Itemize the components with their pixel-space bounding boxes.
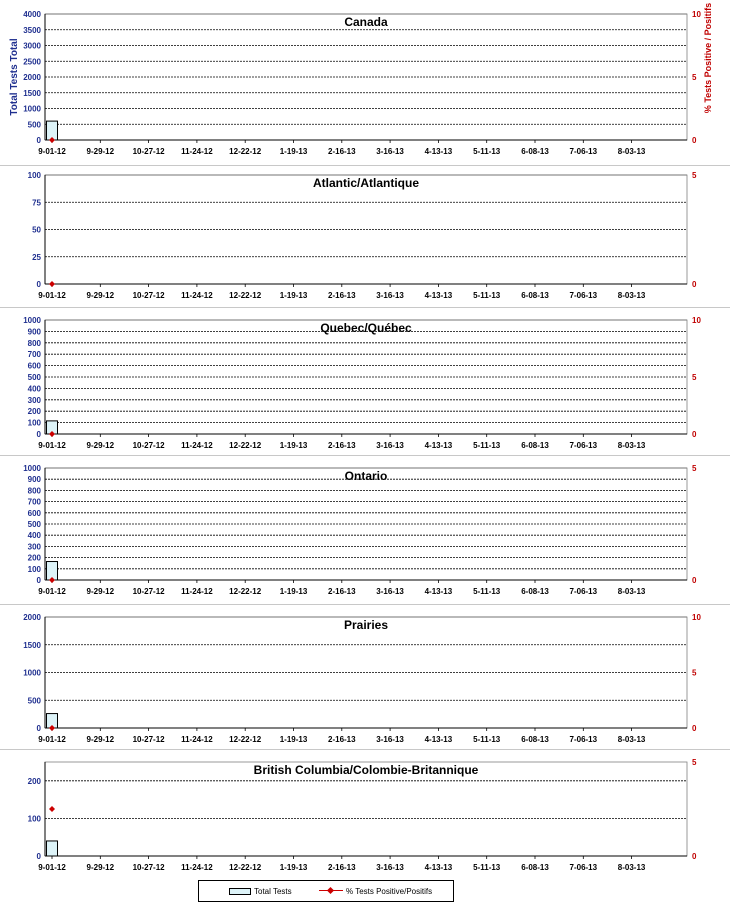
y2-tick-label: 5: [692, 464, 697, 473]
x-tick-label: 2-16-13: [328, 735, 356, 744]
y2-tick-label: 0: [692, 136, 697, 145]
legend-positive-label: % Tests Positive/Positifs: [346, 886, 433, 896]
y-tick-label: 400: [27, 384, 41, 394]
x-tick-label: 10-27-12: [132, 863, 165, 872]
y-tick-label: 100: [27, 564, 41, 574]
x-tick-label: 12-22-12: [229, 441, 262, 450]
x-tick-label: 6-08-13: [521, 147, 549, 156]
y-tick-label: 500: [27, 373, 41, 382]
y-tick-label: 1000: [23, 464, 41, 473]
panel-divider: [0, 749, 730, 750]
x-tick-label: 9-01-12: [38, 441, 66, 450]
x-tick-label: 12-22-12: [229, 863, 262, 872]
y-tick-label: 75: [32, 198, 41, 208]
y-tick-label: 4000: [23, 10, 41, 19]
x-tick-label: 8-03-13: [617, 735, 646, 744]
x-tick-label: 8-03-13: [617, 863, 646, 872]
y-tick-label: 1000: [23, 316, 41, 325]
x-tick-label: 5-11-13: [473, 291, 501, 300]
y-axis-label: Total Tests Total: [9, 38, 20, 116]
x-tick-label: 7-06-13: [569, 863, 598, 872]
y-tick-label: 1000: [23, 668, 41, 678]
y-tick-label: 100: [27, 418, 41, 428]
y-tick-label: 800: [27, 486, 41, 496]
x-tick-label: 1-19-13: [279, 291, 308, 300]
x-tick-label: 7-06-13: [569, 735, 598, 744]
y-tick-label: 1500: [23, 88, 41, 98]
chart-title: Prairies: [343, 618, 389, 632]
x-tick-label: 5-11-13: [473, 863, 501, 872]
y-tick-label: 0: [36, 136, 41, 145]
x-tick-label: 6-08-13: [521, 291, 549, 300]
x-tick-label: 10-27-12: [132, 441, 165, 450]
legend-item-total: [229, 886, 292, 896]
x-tick-label: 11-24-12: [181, 291, 213, 300]
y2-tick-label: 0: [692, 576, 697, 585]
x-tick-label: 9-01-12: [38, 587, 66, 596]
x-tick-label: 2-16-13: [328, 441, 356, 450]
y-tick-label: 300: [27, 395, 41, 405]
x-tick-label: 9-01-12: [38, 147, 66, 156]
y-tick-label: 2000: [23, 613, 41, 622]
x-tick-label: 12-22-12: [229, 291, 262, 300]
x-tick-label: 9-29-12: [86, 587, 115, 596]
y-tick-label: 100: [27, 171, 41, 180]
y-tick-label: 700: [27, 350, 41, 360]
x-tick-label: 8-03-13: [617, 587, 646, 596]
x-tick-label: 6-08-13: [521, 863, 549, 872]
y2-tick-label: 5: [692, 73, 697, 82]
legend-bar-swatch: [229, 888, 251, 895]
x-tick-label: 10-27-12: [132, 147, 165, 156]
x-tick-label: 8-03-13: [617, 441, 646, 450]
y-tick-label: 0: [36, 852, 41, 861]
panel-divider: [0, 455, 730, 456]
x-tick-label: 11-24-12: [181, 441, 213, 450]
chart-title: British Columbia/Colombie-Britannique: [253, 763, 479, 777]
y-tick-label: 100: [27, 814, 41, 824]
x-tick-label: 2-16-13: [328, 147, 356, 156]
x-tick-label: 5-11-13: [473, 441, 501, 450]
panel-divider: [0, 604, 730, 605]
y-tick-label: 600: [27, 508, 41, 518]
x-tick-label: 4-13-13: [424, 863, 453, 872]
y-tick-label: 50: [32, 225, 41, 235]
x-tick-label: 1-19-13: [279, 735, 308, 744]
y-tick-label: 300: [27, 542, 41, 552]
x-tick-label: 4-13-13: [424, 441, 453, 450]
percent-positive-point: [49, 281, 55, 287]
x-tick-label: 11-24-12: [181, 863, 213, 872]
x-tick-label: 2-16-13: [328, 291, 356, 300]
x-tick-label: 1-19-13: [279, 863, 308, 872]
x-tick-label: 6-08-13: [521, 587, 549, 596]
x-tick-label: 9-01-12: [38, 863, 66, 872]
x-tick-label: 1-19-13: [279, 147, 308, 156]
x-tick-label: 5-11-13: [473, 147, 501, 156]
x-tick-label: 9-29-12: [86, 147, 115, 156]
x-tick-label: 7-06-13: [569, 147, 598, 156]
y-tick-label: 2500: [23, 57, 41, 67]
y2-tick-label: 10: [692, 10, 701, 19]
legend-marker-line: [319, 886, 343, 896]
y-tick-label: 400: [27, 531, 41, 541]
x-tick-label: 3-16-13: [376, 863, 404, 872]
x-tick-label: 11-24-12: [181, 735, 213, 744]
x-tick-label: 4-13-13: [424, 147, 453, 156]
y-tick-label: 0: [36, 576, 41, 585]
x-tick-label: 5-11-13: [473, 587, 501, 596]
y-tick-label: 200: [27, 553, 41, 563]
y-tick-label: 0: [36, 724, 41, 733]
y2-tick-label: 10: [692, 613, 701, 622]
y-tick-label: 200: [27, 776, 41, 786]
x-tick-label: 6-08-13: [521, 735, 549, 744]
x-tick-label: 9-01-12: [38, 735, 66, 744]
y-tick-label: 3000: [23, 41, 41, 51]
y2-tick-label: 0: [692, 724, 697, 733]
chart-title: Atlantic/Atlantique: [312, 176, 420, 190]
x-tick-label: 1-19-13: [279, 441, 308, 450]
y2-tick-label: 5: [692, 758, 697, 767]
y2-tick-label: 5: [692, 171, 697, 180]
x-tick-label: 12-22-12: [229, 735, 262, 744]
y-tick-label: 0: [36, 280, 41, 289]
y-tick-label: 500: [27, 696, 41, 706]
x-tick-label: 8-03-13: [617, 291, 646, 300]
x-tick-label: 9-29-12: [86, 291, 115, 300]
x-tick-label: 10-27-12: [132, 735, 165, 744]
x-tick-label: 7-06-13: [569, 291, 598, 300]
x-tick-label: 11-24-12: [181, 587, 213, 596]
y-tick-label: 800: [27, 338, 41, 348]
y2-tick-label: 0: [692, 852, 697, 861]
y-tick-label: 500: [27, 520, 41, 529]
chart-title: Canada: [344, 15, 388, 29]
x-tick-label: 10-27-12: [132, 291, 165, 300]
x-tick-label: 3-16-13: [376, 291, 404, 300]
y-tick-label: 0: [36, 430, 41, 439]
x-tick-label: 2-16-13: [328, 587, 356, 596]
y-tick-label: 600: [27, 361, 41, 371]
x-tick-label: 6-08-13: [521, 441, 549, 450]
y2-tick-label: 10: [692, 316, 701, 325]
y-tick-label: 3500: [23, 25, 41, 35]
y2-tick-label: 0: [692, 280, 697, 289]
legend-total-label: Total Tests: [254, 886, 292, 896]
y-tick-label: 1000: [23, 104, 41, 114]
percent-positive-point: [49, 806, 55, 812]
y2-tick-label: 5: [692, 373, 697, 382]
x-tick-label: 8-03-13: [617, 147, 646, 156]
y-tick-label: 900: [27, 327, 41, 337]
x-tick-label: 3-16-13: [376, 147, 404, 156]
x-tick-label: 3-16-13: [376, 587, 404, 596]
x-tick-label: 11-24-12: [181, 147, 213, 156]
y-tick-label: 2000: [23, 73, 41, 82]
x-tick-label: 3-16-13: [376, 735, 404, 744]
x-tick-label: 1-19-13: [279, 587, 308, 596]
y-tick-label: 200: [27, 407, 41, 417]
x-tick-label: 10-27-12: [132, 587, 165, 596]
x-tick-label: 5-11-13: [473, 735, 501, 744]
legend-item-positive: [319, 886, 432, 896]
x-tick-label: 9-29-12: [86, 735, 115, 744]
chart-title: Quebec/Québec: [320, 321, 412, 335]
y-tick-label: 25: [32, 252, 41, 262]
x-tick-label: 7-06-13: [569, 441, 598, 450]
x-tick-label: 9-29-12: [86, 863, 115, 872]
x-tick-label: 7-06-13: [569, 587, 598, 596]
x-tick-label: 3-16-13: [376, 441, 404, 450]
y-tick-label: 700: [27, 497, 41, 507]
x-tick-label: 4-13-13: [424, 587, 453, 596]
y-tick-label: 900: [27, 475, 41, 485]
x-tick-label: 2-16-13: [328, 863, 356, 872]
y2-tick-label: 5: [692, 668, 697, 678]
total-tests-bar: [47, 841, 58, 856]
x-tick-label: 9-29-12: [86, 441, 115, 450]
x-tick-label: 4-13-13: [424, 291, 453, 300]
chart-legend: [198, 880, 454, 902]
x-tick-label: 12-22-12: [229, 147, 262, 156]
x-tick-label: 12-22-12: [229, 587, 262, 596]
chart-title: Ontario: [344, 469, 388, 483]
x-tick-label: 4-13-13: [424, 735, 453, 744]
y2-axis-label: % Tests Positive / Positifs: [703, 2, 713, 114]
y-tick-label: 1500: [23, 640, 41, 650]
panel-divider: [0, 165, 730, 166]
y2-tick-label: 0: [692, 430, 697, 439]
panel-divider: [0, 307, 730, 308]
y-tick-label: 500: [27, 120, 41, 130]
x-tick-label: 9-01-12: [38, 291, 66, 300]
